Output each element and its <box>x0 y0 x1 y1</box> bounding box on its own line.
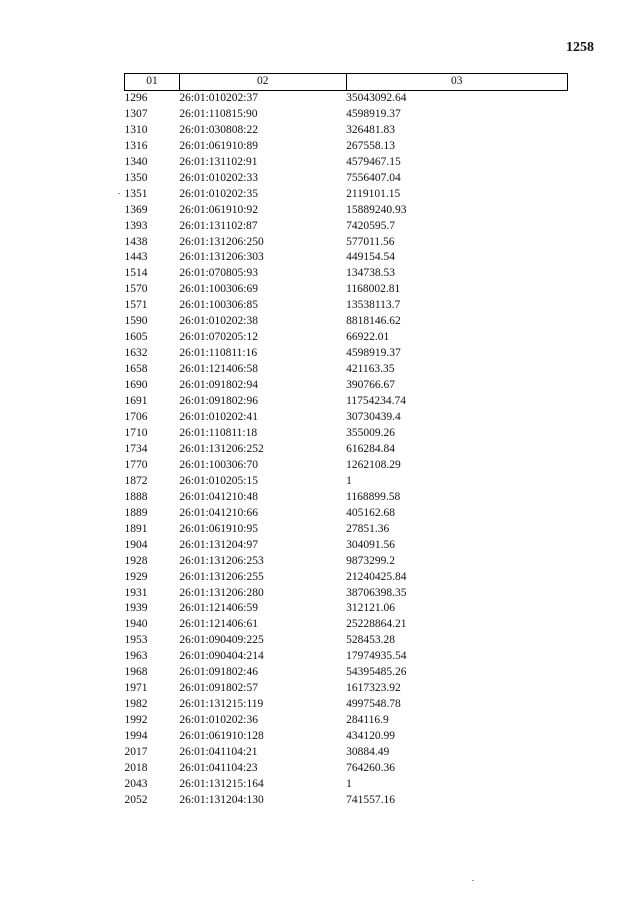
cell-id: 1994 <box>124 730 148 743</box>
table-row <box>125 522 568 538</box>
cell-id: 2017 <box>124 746 148 759</box>
table-row <box>125 266 568 282</box>
cell-value: 1168899.58 <box>346 490 401 503</box>
table-row <box>125 474 568 490</box>
cell-value: 9873299.2 <box>346 554 395 567</box>
cell-value: 741557.16 <box>346 793 395 806</box>
cell-cadastral-number: 26:01:091802:46 <box>179 666 258 679</box>
table-row <box>125 219 568 235</box>
scan-speck <box>118 193 120 194</box>
header-row <box>125 74 568 91</box>
cell-value: 1617323.92 <box>346 682 401 695</box>
cell-value: 2119101.15 <box>346 187 401 200</box>
table-row <box>125 745 568 761</box>
cell-cadastral-number: 26:01:110811:18 <box>179 426 258 439</box>
cell-cadastral-number: 26:01:131206:303 <box>179 251 264 264</box>
table-body <box>125 90 568 808</box>
cell-cadastral-number: 26:01:041104:21 <box>179 746 258 759</box>
cell-id: 1888 <box>124 490 148 503</box>
table-row <box>125 506 568 522</box>
cell-id: 1891 <box>124 522 148 535</box>
cell-cadastral-number: 26:01:131204:97 <box>179 538 258 551</box>
cell-cadastral-number: 26:01:061910:128 <box>179 730 264 743</box>
table-row <box>125 346 568 362</box>
cell-value: 1 <box>346 474 352 487</box>
cell-id: 1968 <box>124 666 148 679</box>
table-row <box>125 330 568 346</box>
cell-id: 1307 <box>124 107 148 120</box>
cell-value: 390766.67 <box>346 379 395 392</box>
table-row <box>125 394 568 410</box>
table-row <box>125 314 568 330</box>
cell-value: 1 <box>346 777 352 790</box>
cell-cadastral-number: 26:01:100306:69 <box>179 283 258 296</box>
table-row <box>125 90 568 106</box>
cell-value: 7556407.04 <box>346 171 401 184</box>
table-row <box>125 697 568 713</box>
page-number: 1258 <box>566 40 594 55</box>
cell-cadastral-number: 26:01:070805:93 <box>179 267 258 280</box>
table-row <box>125 410 568 426</box>
cell-cadastral-number: 26:01:091802:96 <box>179 395 258 408</box>
table-row <box>125 139 568 155</box>
cell-id: 1889 <box>124 506 148 519</box>
cell-id: 1939 <box>124 602 148 615</box>
cell-value: 54395485.26 <box>346 666 407 679</box>
cell-id: 1953 <box>124 634 148 647</box>
cell-value: 616284.84 <box>346 442 395 455</box>
table-row <box>125 649 568 665</box>
cell-cadastral-number: 26:01:131102:87 <box>179 219 258 232</box>
table-row <box>125 793 568 809</box>
table-row <box>125 617 568 633</box>
table-row <box>125 490 568 506</box>
cell-cadastral-number: 26:01:041210:48 <box>179 490 258 503</box>
cell-id: 1632 <box>124 347 148 360</box>
cell-value: 30730439.4 <box>346 411 401 424</box>
table-row <box>125 729 568 745</box>
cell-id: 1770 <box>124 458 148 471</box>
cell-id: 1658 <box>124 363 148 376</box>
table-row <box>125 713 568 729</box>
cell-id: 1316 <box>124 139 148 152</box>
cell-value: 38706398.35 <box>346 586 407 599</box>
cell-value: 764260.36 <box>346 761 395 774</box>
cell-value: 4598919.37 <box>346 347 401 360</box>
cell-id: 1514 <box>124 267 148 280</box>
cell-id: 2043 <box>124 777 148 790</box>
cell-id: 1393 <box>124 219 148 232</box>
cell-id: 1982 <box>124 698 148 711</box>
table-row <box>125 538 568 554</box>
cell-cadastral-number: 26:01:061910:95 <box>179 522 258 535</box>
table-row <box>125 681 568 697</box>
cell-id: 1929 <box>124 570 148 583</box>
cell-cadastral-number: 26:01:131204:130 <box>179 793 264 806</box>
cell-cadastral-number: 26:01:131215:119 <box>179 698 264 711</box>
table-row <box>125 298 568 314</box>
cell-cadastral-number: 26:01:100306:70 <box>179 458 258 471</box>
cell-id: 1904 <box>124 538 148 551</box>
cell-id: 1369 <box>124 203 148 216</box>
cell-cadastral-number: 26:01:010205:15 <box>179 474 258 487</box>
cell-value: 326481.83 <box>346 123 395 136</box>
cell-cadastral-number: 26:01:131102:91 <box>179 155 258 168</box>
cell-cadastral-number: 26:01:131206:253 <box>179 554 264 567</box>
cell-value: 434120.99 <box>346 730 395 743</box>
table-row <box>125 107 568 123</box>
cell-cadastral-number: 26:01:010202:35 <box>179 187 258 200</box>
cell-cadastral-number: 26:01:091802:57 <box>179 682 258 695</box>
cell-value: 30884.49 <box>346 746 390 759</box>
cell-value: 21240425.84 <box>346 570 407 583</box>
table-row <box>125 171 568 187</box>
header-col-01: 01 <box>125 74 180 91</box>
cell-value: 8818146.62 <box>346 315 401 328</box>
cell-cadastral-number: 26:01:131206:255 <box>179 570 264 583</box>
cell-cadastral-number: 26:01:041104:23 <box>179 761 258 774</box>
cell-value: 405162.68 <box>346 506 395 519</box>
cell-value: 134738.53 <box>346 267 395 280</box>
cell-cadastral-number: 26:01:091802:94 <box>179 379 258 392</box>
cell-cadastral-number: 26:01:121406:61 <box>179 618 258 631</box>
cell-value: 577011.56 <box>346 235 395 248</box>
cell-cadastral-number: 26:01:030808:22 <box>179 123 258 136</box>
table-row <box>125 665 568 681</box>
table-row <box>125 426 568 442</box>
cell-value: 4997548.78 <box>346 698 401 711</box>
table-row <box>125 633 568 649</box>
cell-id: 1706 <box>124 411 148 424</box>
cell-id: 1734 <box>124 442 148 455</box>
cell-value: 312121.06 <box>346 602 395 615</box>
cell-cadastral-number: 26:01:100306:85 <box>179 299 258 312</box>
cell-value: 1168002.81 <box>346 283 401 296</box>
cell-cadastral-number: 26:01:010202:38 <box>179 315 258 328</box>
table-row <box>125 554 568 570</box>
cell-value: 355009.26 <box>346 426 395 439</box>
cell-cadastral-number: 26:01:110815:90 <box>179 107 258 120</box>
cell-id: 2052 <box>124 793 148 806</box>
header-col-02: 02 <box>179 74 346 91</box>
cell-value: 27851.36 <box>346 522 390 535</box>
cell-cadastral-number: 26:01:090404:214 <box>179 650 264 663</box>
cell-id: 1928 <box>124 554 148 567</box>
cell-id: 1971 <box>124 682 148 695</box>
cell-cadastral-number: 26:01:070205:12 <box>179 331 258 344</box>
cell-id: 1351 <box>124 187 148 200</box>
cell-id: 1590 <box>124 315 148 328</box>
cell-cadastral-number: 26:01:121406:59 <box>179 602 258 615</box>
table-row <box>125 570 568 586</box>
cell-cadastral-number: 26:01:090409:225 <box>179 634 264 647</box>
cell-value: 11754234.74 <box>346 395 407 408</box>
cell-id: 1296 <box>124 91 148 104</box>
table-row <box>125 155 568 171</box>
cell-id: 1443 <box>124 251 148 264</box>
cell-value: 13538113.7 <box>346 299 401 312</box>
cell-cadastral-number: 26:01:010202:33 <box>179 171 258 184</box>
table-row <box>125 362 568 378</box>
cell-cadastral-number: 26:01:061910:92 <box>179 203 258 216</box>
cell-id: 1963 <box>124 650 148 663</box>
table-row <box>125 250 568 266</box>
cell-cadastral-number: 26:01:121406:58 <box>179 363 258 376</box>
cell-value: 35043092.64 <box>346 91 407 104</box>
table-row <box>125 123 568 139</box>
cell-value: 284116.9 <box>346 714 389 727</box>
cell-id: 1992 <box>124 714 148 727</box>
cell-id: 1710 <box>124 426 148 439</box>
cell-value: 66922.01 <box>346 331 390 344</box>
cell-id: 1940 <box>124 618 148 631</box>
cell-value: 528453.28 <box>346 634 395 647</box>
cell-value: 267558.13 <box>346 139 395 152</box>
cell-id: 1310 <box>124 123 148 136</box>
header-col-03: 03 <box>346 74 567 91</box>
cell-value: 1262108.29 <box>346 458 401 471</box>
table-row <box>125 761 568 777</box>
table-row <box>125 187 568 203</box>
cell-cadastral-number: 26:01:010202:37 <box>179 91 258 104</box>
cell-id: 1931 <box>124 586 148 599</box>
cell-cadastral-number: 26:01:110811:16 <box>179 347 258 360</box>
cell-id: 1690 <box>124 379 148 392</box>
table-row <box>125 586 568 602</box>
cell-value: 25228864.21 <box>346 618 407 631</box>
cell-id: 1605 <box>124 331 148 344</box>
table-row <box>125 601 568 617</box>
table-row <box>125 282 568 298</box>
scan-speck <box>472 880 474 881</box>
cell-cadastral-number: 26:01:061910:89 <box>179 139 258 152</box>
cell-id: 1340 <box>124 155 148 168</box>
table-row <box>125 203 568 219</box>
cell-id: 1691 <box>124 395 148 408</box>
cell-cadastral-number: 26:01:041210:66 <box>179 506 258 519</box>
table-row <box>125 235 568 251</box>
cell-id: 1350 <box>124 171 148 184</box>
table-header <box>125 74 568 91</box>
cell-value: 421163.35 <box>346 363 395 376</box>
table-row <box>125 378 568 394</box>
cell-value: 304091.56 <box>346 538 395 551</box>
cell-id: 1570 <box>124 283 148 296</box>
cell-value: 449154.54 <box>346 251 395 264</box>
cell-value: 7420595.7 <box>346 219 395 232</box>
cell-value: 17974935.54 <box>346 650 407 663</box>
cell-cadastral-number: 26:01:010202:36 <box>179 714 258 727</box>
data-table <box>124 73 568 809</box>
table-row <box>125 777 568 793</box>
table-row <box>125 442 568 458</box>
cell-cadastral-number: 26:01:131215:164 <box>179 777 264 790</box>
cell-id: 2018 <box>124 761 148 774</box>
cell-cadastral-number: 26:01:010202:41 <box>179 411 258 424</box>
cell-cadastral-number: 26:01:131206:250 <box>179 235 264 248</box>
cell-id: 1571 <box>124 299 148 312</box>
cell-value: 4579467.15 <box>346 155 401 168</box>
cell-value: 4598919.37 <box>346 107 401 120</box>
cell-value: 15889240.93 <box>346 203 407 216</box>
cell-id: 1438 <box>124 235 148 248</box>
table-row <box>125 458 568 474</box>
cell-cadastral-number: 26:01:131206:252 <box>179 442 264 455</box>
cell-id: 1872 <box>124 474 148 487</box>
cell-cadastral-number: 26:01:131206:280 <box>179 586 264 599</box>
